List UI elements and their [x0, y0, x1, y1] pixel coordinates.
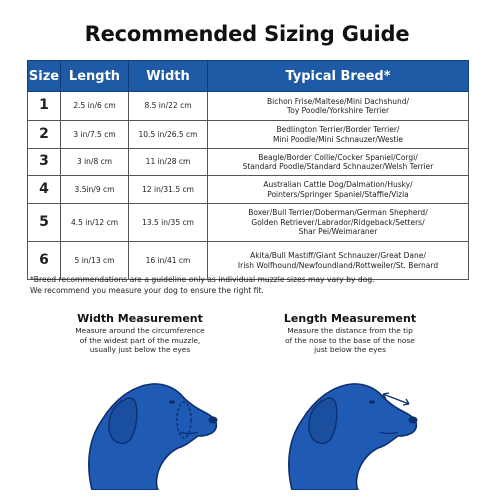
- length-cell: 5 in/13 cm: [61, 242, 129, 280]
- header-width: Width: [129, 61, 208, 92]
- breed-disclaimer: [30, 274, 470, 296]
- header-breed: Typical Breed*: [208, 61, 469, 92]
- breed-line: Irish Wolfhound/Newfoundland/Rottweiler/St. Bernard: [237, 260, 439, 270]
- page-title: Recommended Sizing Guide: [84, 22, 410, 46]
- breed-line: Golden Retriever/Labrador/Ridgeback/Setters/: [251, 217, 425, 227]
- width-cell: 8.5 in/22 cm: [129, 92, 208, 121]
- length-cell: 3.5in/9 cm: [61, 176, 129, 204]
- table-row: [28, 92, 469, 121]
- header-size: Size: [28, 61, 61, 92]
- breed-cell: [208, 92, 469, 121]
- note-line: We recommend you measure your dog to ensure the right fit.: [30, 286, 264, 295]
- breed-line: Australian Cattle Dog/Dalmation/Husky/: [263, 180, 413, 189]
- breed-cell: [208, 121, 469, 149]
- size-cell: 6: [28, 242, 61, 280]
- desc-line: of the nose to the base of the nose: [285, 335, 415, 345]
- desc-line: just below the eyes: [314, 345, 386, 354]
- sizing-table: [27, 60, 469, 280]
- table-row: [28, 204, 469, 242]
- desc-line: Measure the distance from the tip: [287, 326, 413, 335]
- size-cell: 4: [28, 176, 61, 204]
- width-cell: 11 in/28 cm: [129, 149, 208, 176]
- breed-cell: [208, 204, 469, 242]
- breed-line: Boxer/Bull Terrier/Doberman/German Shepherd/: [248, 208, 428, 218]
- breed-line: Mini Poodle/Mini Schnauzer/Westie: [272, 134, 403, 144]
- size-cell: 5: [28, 204, 61, 242]
- table-row: [28, 176, 469, 204]
- length-cell: 3 in/7.5 cm: [61, 121, 129, 149]
- desc-line: Measure around the circumference: [75, 326, 205, 335]
- breed-line: Bedlington Terrier/Border Terrier/: [276, 125, 400, 134]
- desc-line: of the widest part of the muzzle,: [79, 335, 201, 345]
- breed-line: Bichon Frise/Maltese/Mini Dachshund/: [266, 96, 410, 106]
- table-row: [28, 121, 469, 149]
- breed-line: Pointers/Springer Spaniel/Staffie/Vizla: [267, 189, 409, 199]
- breed-line: Standard Poodle/Standard Schnauzer/Welsh Terrier: [242, 162, 434, 171]
- breed-line: Akita/Bull Mastiff/Giant Schnauzer/Great Dane/: [250, 251, 426, 260]
- breed-line: Toy Poodle/Yorkshire Terrier: [286, 106, 390, 115]
- breed-cell: [208, 176, 469, 204]
- dog-head-width-illustration: [80, 360, 220, 490]
- breed-line: Beagle/Border Collie/Cocker Spaniel/Corgi/: [258, 152, 418, 162]
- length-measurement-desc: [245, 326, 455, 355]
- table-header-row: [28, 61, 469, 92]
- size-cell: 3: [28, 149, 61, 176]
- length-cell: 3 in/8 cm: [61, 149, 129, 176]
- note-line: *Breed recommendations are a guideline only as individual muzzle sizes may vary by dog.: [30, 275, 375, 284]
- width-cell: 12 in/31.5 cm: [129, 176, 208, 204]
- desc-line: usually just below the eyes: [89, 345, 191, 354]
- length-cell: 2.5 in/6 cm: [61, 92, 129, 121]
- width-cell: 16 in/41 cm: [129, 242, 208, 280]
- table-row: [28, 149, 469, 176]
- width-measurement-title: Width Measurement: [77, 312, 203, 325]
- width-cell: 13.5 in/35 cm: [129, 204, 208, 242]
- length-measurement-title: Length Measurement: [283, 312, 417, 325]
- width-measurement-desc: [40, 326, 240, 355]
- width-cell: 10.5 in/26.5 cm: [129, 121, 208, 149]
- size-cell: 2: [28, 121, 61, 149]
- breed-line: Shar Pei/Weimaraner: [298, 227, 378, 237]
- breed-cell: [208, 149, 469, 176]
- header-length: Length: [61, 61, 129, 92]
- dog-head-length-illustration: [280, 360, 420, 490]
- size-cell: 1: [28, 92, 61, 121]
- length-cell: 4.5 in/12 cm: [61, 204, 129, 242]
